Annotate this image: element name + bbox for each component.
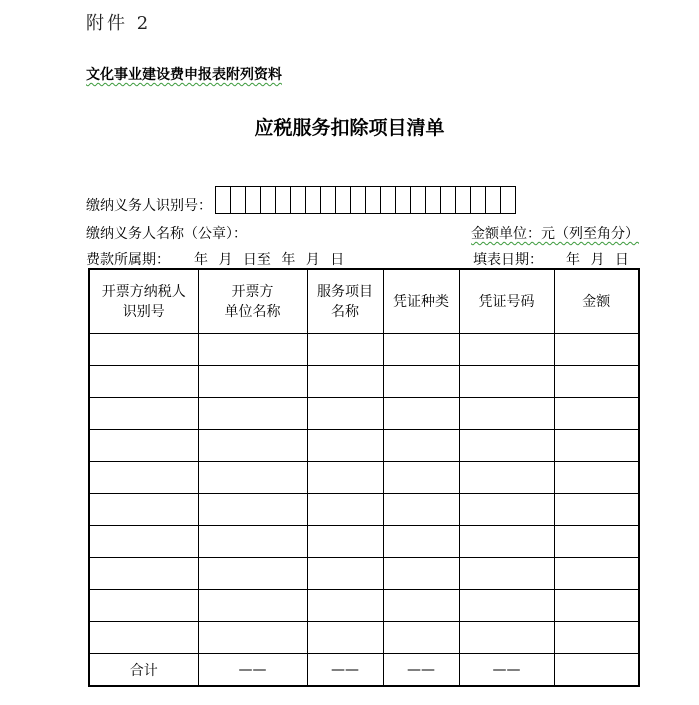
taxpayer-id-digit-box[interactable] <box>351 187 366 213</box>
table-cell[interactable] <box>198 590 307 622</box>
table-row <box>89 590 639 622</box>
total-cell[interactable]: —— <box>383 654 459 687</box>
table-cell[interactable] <box>198 334 307 366</box>
table-cell[interactable] <box>383 334 459 366</box>
table-row <box>89 558 639 590</box>
table-cell[interactable] <box>554 398 639 430</box>
table-cell[interactable] <box>307 462 383 494</box>
table-cell[interactable] <box>89 558 198 590</box>
table-cell[interactable] <box>554 462 639 494</box>
table-cell[interactable] <box>198 398 307 430</box>
form-title: 应税服务扣除项目清单 <box>254 117 445 139</box>
table-cell[interactable] <box>459 430 554 462</box>
table-cell[interactable] <box>307 526 383 558</box>
table-cell[interactable] <box>89 462 198 494</box>
table-cell[interactable] <box>89 526 198 558</box>
column-header-text: 服务项目 <box>317 283 373 300</box>
fill-date-value: 年 月 日 <box>566 252 629 268</box>
table-cell[interactable] <box>383 462 459 494</box>
taxpayer-id-digit-box[interactable] <box>306 187 321 213</box>
total-cell[interactable]: —— <box>459 654 554 687</box>
column-header-text: 金额 <box>582 293 611 310</box>
taxpayer-id-digit-box[interactable] <box>486 187 501 213</box>
column-header <box>383 269 459 334</box>
table-cell[interactable] <box>383 526 459 558</box>
column-header-text: 开票方 <box>231 283 274 300</box>
table-row <box>89 494 639 526</box>
table-cell[interactable] <box>89 590 198 622</box>
amount-unit-label: 金额单位：元（列至角分） <box>471 226 639 242</box>
taxpayer-id-digit-box[interactable] <box>216 187 231 213</box>
total-cell[interactable]: —— <box>307 654 383 687</box>
table-cell[interactable] <box>383 430 459 462</box>
table-row <box>89 462 639 494</box>
taxpayer-id-digit-box[interactable] <box>231 187 246 213</box>
taxpayer-id-digit-box[interactable] <box>336 187 351 213</box>
table-cell[interactable] <box>198 494 307 526</box>
table-cell[interactable] <box>89 430 198 462</box>
table-cell[interactable] <box>383 494 459 526</box>
column-header <box>554 269 639 334</box>
table-cell[interactable] <box>307 366 383 398</box>
table-cell[interactable] <box>554 590 639 622</box>
table-row <box>89 398 639 430</box>
table-cell[interactable] <box>198 462 307 494</box>
table-header-row <box>89 269 639 334</box>
column-header <box>307 269 383 334</box>
table-cell[interactable] <box>198 366 307 398</box>
table-cell[interactable] <box>89 334 198 366</box>
taxpayer-id-digit-box[interactable] <box>471 187 486 213</box>
table-cell[interactable] <box>198 622 307 654</box>
taxpayer-id-digit-box[interactable] <box>261 187 276 213</box>
column-header-text: 凭证号码 <box>478 293 535 310</box>
taxpayer-id-digit-box[interactable] <box>426 187 441 213</box>
taxpayer-id-digit-box[interactable] <box>456 187 471 213</box>
table-cell[interactable] <box>89 398 198 430</box>
table-cell[interactable] <box>459 590 554 622</box>
taxpayer-id-digit-box[interactable] <box>396 187 411 213</box>
taxpayer-id-digit-box[interactable] <box>276 187 291 213</box>
attachment-number: 附件 2 <box>86 13 152 34</box>
taxpayer-id-digit-box[interactable] <box>366 187 381 213</box>
column-header <box>89 269 198 334</box>
table-row <box>89 526 639 558</box>
column-header-text: 名称 <box>331 303 359 320</box>
table-cell[interactable] <box>459 398 554 430</box>
column-header-text: 识别号 <box>122 303 165 320</box>
table-cell[interactable] <box>307 334 383 366</box>
column-header <box>198 269 307 334</box>
table-cell[interactable] <box>383 622 459 654</box>
fee-period-label: 费款所属期： <box>86 252 170 268</box>
fee-period-value: 年 月 日至 年 月 日 <box>194 252 345 268</box>
table-cell[interactable] <box>459 462 554 494</box>
taxpayer-id-label: 缴纳义务人识别号： <box>86 198 212 214</box>
table-row <box>89 334 639 366</box>
total-label: 合计 <box>89 654 198 687</box>
taxpayer-id-digit-box[interactable] <box>321 187 336 213</box>
taxpayer-id-digit-box[interactable] <box>501 187 516 213</box>
table-cell[interactable] <box>307 622 383 654</box>
taxpayer-id-digit-box[interactable] <box>441 187 456 213</box>
table-cell[interactable] <box>198 526 307 558</box>
column-header <box>459 269 554 334</box>
table-row <box>89 622 639 654</box>
table-row <box>89 366 639 398</box>
table-cell[interactable] <box>307 398 383 430</box>
table-cell[interactable] <box>459 494 554 526</box>
table-cell[interactable] <box>459 558 554 590</box>
table-cell[interactable] <box>89 366 198 398</box>
table-cell[interactable] <box>554 334 639 366</box>
table-cell[interactable] <box>554 622 639 654</box>
table-cell[interactable] <box>459 622 554 654</box>
table-cell[interactable] <box>307 590 383 622</box>
table-cell[interactable] <box>554 558 639 590</box>
table-cell[interactable] <box>554 366 639 398</box>
table-cell[interactable] <box>383 558 459 590</box>
table-cell[interactable] <box>554 494 639 526</box>
table-cell[interactable] <box>307 430 383 462</box>
taxpayer-id-boxes[interactable] <box>215 186 516 214</box>
table-cell[interactable] <box>89 622 198 654</box>
taxpayer-id-digit-box[interactable] <box>291 187 306 213</box>
table-cell[interactable] <box>554 430 639 462</box>
total-row <box>89 654 639 687</box>
table-cell[interactable] <box>459 526 554 558</box>
taxpayer-id-digit-box[interactable] <box>246 187 261 213</box>
deduction-items-table <box>88 268 640 687</box>
total-cell[interactable] <box>554 654 639 687</box>
form-subtitle: 文化事业建设费申报表附列资料 <box>86 67 282 83</box>
taxpayer-id-digit-box[interactable] <box>381 187 396 213</box>
table-cell[interactable] <box>89 494 198 526</box>
column-header-text: 单位名称 <box>224 303 281 320</box>
taxpayer-id-digit-box[interactable] <box>411 187 426 213</box>
taxpayer-name-label: 缴纳义务人名称（公章）： <box>86 226 247 242</box>
column-header-text: 凭证种类 <box>393 293 449 310</box>
table-cell[interactable] <box>307 494 383 526</box>
table-cell[interactable] <box>307 558 383 590</box>
fill-date-label: 填表日期： <box>473 252 543 268</box>
table-cell[interactable] <box>198 430 307 462</box>
table-cell[interactable] <box>383 590 459 622</box>
table-cell[interactable] <box>554 526 639 558</box>
table-cell[interactable] <box>383 366 459 398</box>
table-row <box>89 430 639 462</box>
table-cell[interactable] <box>383 398 459 430</box>
total-cell[interactable]: —— <box>198 654 307 687</box>
table-cell[interactable] <box>459 366 554 398</box>
table-cell[interactable] <box>459 334 554 366</box>
table-cell[interactable] <box>198 558 307 590</box>
column-header-text: 开票方纳税人 <box>101 283 186 300</box>
